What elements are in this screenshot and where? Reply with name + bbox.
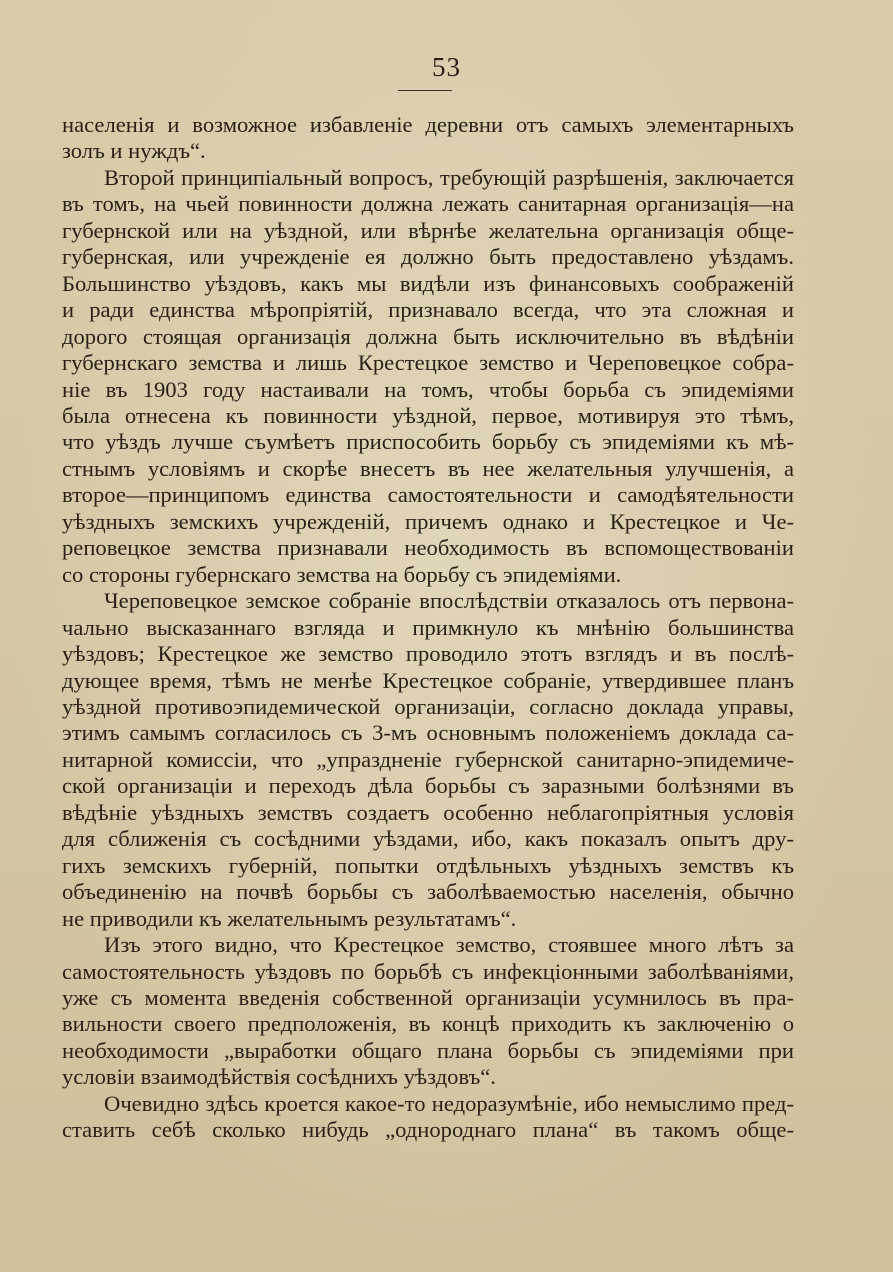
text-line: чально высказаннаго взгляда и примкнуло къ мнѣнію большинства [62, 614, 794, 640]
text-line: уѣздныхъ земскихъ учрежденій, причемъ однако и Крестецкое и Че- [62, 508, 794, 534]
text-line: въ томъ, на чьей повинности должна лежать санитарная организація—на [62, 191, 794, 217]
text-line: что уѣздъ лучше съумѣетъ приспособить борьбу съ эпидеміями къ мѣ- [62, 429, 794, 455]
text-line: губернскаго земства и лишь Крестецкое земство и Череповецкое собра- [62, 350, 794, 376]
text-line: необходимости „выработки общаго плана борьбы съ эпидеміями при [62, 1037, 794, 1063]
text-line: уѣздной противоэпидемической организаціи, согласно доклада управы, [62, 693, 794, 719]
text-line: ніе въ 1903 году настаивали на томъ, чтобы борьба съ эпидеміями [62, 376, 794, 402]
page-number-rule [398, 90, 452, 91]
paragraph [62, 112, 794, 165]
text-line: со стороны губернскаго земства на борьбу съ эпидеміями. [62, 561, 622, 587]
text-line: губернская, или учрежденіе ея должно быть предоставлено уѣздамъ. [62, 244, 794, 270]
text-line: вѣдѣніе уѣздныхъ земствъ создаетъ особенно неблагопріятныя условія [62, 799, 794, 825]
text-line: Череповецкое земское собраніе впослѣдствіи отказалось отъ первона- [104, 588, 794, 614]
page-number: 53 [432, 52, 461, 82]
text-line: второе—принципомъ единства самостоятельности и самодѣятельности [62, 482, 794, 508]
text-line: гихъ земскихъ губерній, попытки отдѣльныхъ уѣздныхъ земствъ къ [62, 852, 794, 878]
text-line: для сближенія съ сосѣдними уѣздами, ибо, какъ показалъ опытъ дру- [62, 826, 794, 852]
text-line: нитарной комиссіи, что „упраздненіе губернской санитарно-эпидемиче- [62, 746, 794, 772]
text-line: Большинство уѣздовъ, какъ мы видѣли изъ финансовыхъ соображеній [62, 270, 794, 296]
text-line: реповецкое земства признавали необходимость въ вспомоществованіи [62, 535, 794, 561]
paragraph [62, 1091, 794, 1144]
text-line: этимъ самымъ согласилось съ 3-мъ основнымъ положеніемъ доклада са- [62, 720, 794, 746]
text-line: и ради единства мѣропріятій, признавало всегда, что эта сложная и [62, 297, 794, 323]
text-line: дующее время, тѣмъ не менѣе Крестецкое собраніе, утвердившее планъ [62, 667, 794, 693]
body-text [62, 112, 794, 1144]
text-line: дорого стоящая организація должна быть исключительно въ вѣдѣніи [62, 323, 794, 349]
text-line: была отнесена къ повинности уѣздной, первое, мотивируя это тѣмъ, [62, 402, 794, 428]
text-line: золъ и нуждъ“. [62, 138, 206, 164]
text-line: Очевидно здѣсь кроется какое-то недоразумѣніе, ибо немыслимо пред- [104, 1090, 794, 1116]
text-line: ской организаціи и переходъ дѣла борьбы съ заразными болѣзнями въ [62, 773, 794, 799]
text-line: самостоятельность уѣздовъ по борьбѣ съ инфекціонными заболѣваніями, [62, 958, 794, 984]
text-line: населенія и возможное избавленіе деревни отъ самыхъ элементарныхъ [62, 112, 794, 137]
text-line: ставить себѣ сколько нибудь „однороднаго плана“ въ такомъ обще- [62, 1117, 794, 1143]
text-line: вильности своего предположенія, въ концѣ приходить къ заключенію о [62, 1011, 794, 1037]
paragraph [62, 165, 794, 588]
text-line: не приводили къ желательнымъ результатамъ“. [62, 905, 517, 931]
text-line: Изъ этого видно, что Крестецкое земство, стоявшее много лѣтъ за [104, 932, 794, 958]
text-line: губернской или на уѣздной, или вѣрнѣе желательна организація обще- [62, 217, 794, 243]
paragraph [62, 588, 794, 932]
text-line: условіи взаимодѣйствія сосѣднихъ уѣздовъ“. [62, 1064, 496, 1090]
paragraph [62, 932, 794, 1091]
text-line: стнымъ условіямъ и скорѣе внесетъ въ нее желательныя улучшенія, а [62, 455, 794, 481]
text-line: объединенію на почвѣ борьбы съ заболѣваемостью населенія, обычно [62, 879, 794, 905]
text-line: Второй принципіальный вопросъ, требующій разрѣшенія, заключается [104, 164, 794, 190]
text-line: уѣздовъ; Крестецкое же земство проводило этотъ взглядъ и въ послѣ- [62, 641, 794, 667]
text-line: уже съ момента введенія собственной организаціи усумнилось въ пра- [62, 984, 794, 1010]
